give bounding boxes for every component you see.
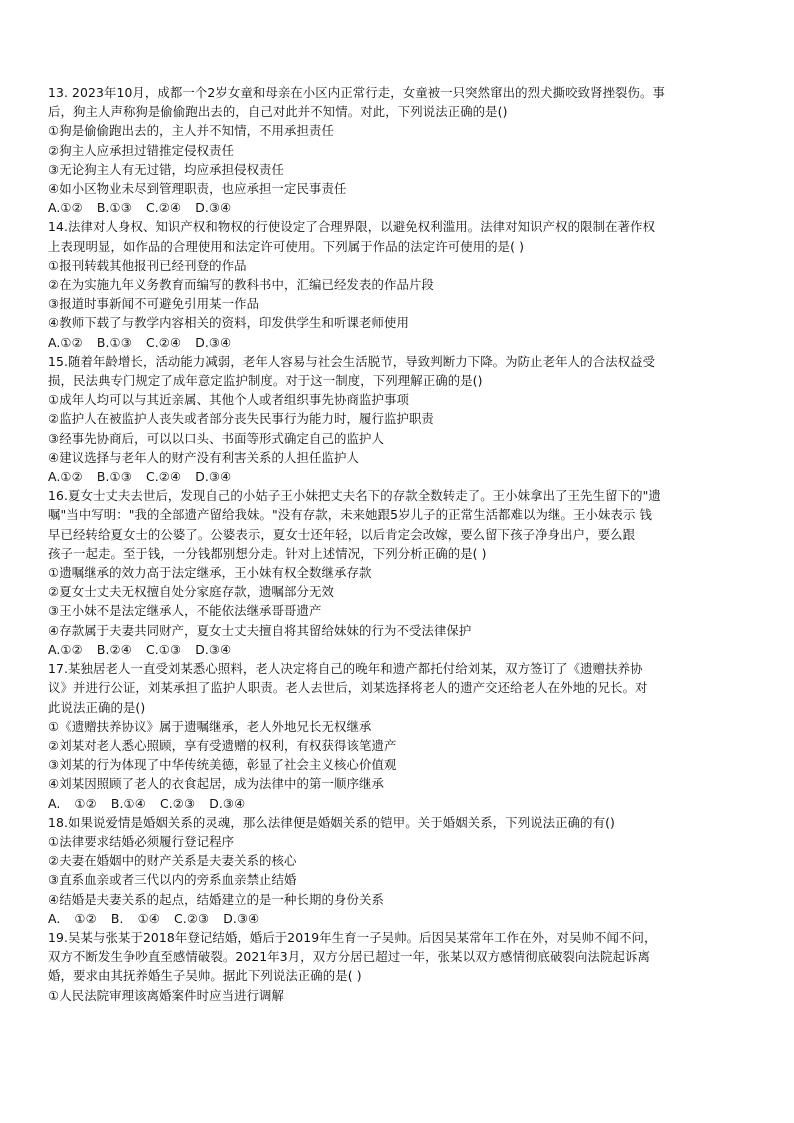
statement-option: ②夫妻在婚姻中的财产关系是夫妻关系的核心 <box>48 853 297 869</box>
question-stem-line: 上表现明显，如作品的合理使用和法定许可使用。下列属于作品的法定许可使用的是( ) <box>48 238 525 254</box>
statement-option: ④刘某因照顾了老人的衣食起居，成为法律中的第一顺序继承 <box>48 776 384 792</box>
question-stem-line: 嘱"当中写明："我的全部遗产留给我妹。"没有存款，未来她跟5岁儿子的正常生活都难以为继。王小妹表示 钱 <box>48 507 652 523</box>
statement-option: ①人民法院审理该离婚案件时应当进行调解 <box>48 987 285 1003</box>
question-stem-line: 婚，要求由其抚养婚生子吴帅。据此下列说法正确的是( ) <box>48 968 362 984</box>
question-16 <box>48 486 748 659</box>
answer-choices: A. ①② B. ①④ C.②③ D.③④ <box>48 910 260 926</box>
statement-option: ①遗嘱继承的效力高于法定继承，王小妹有权全数继承存款 <box>48 565 372 581</box>
question-stem-line: 孩子一起走。至于钱，一分钱都别想分走。针对上述情况，下列分析正确的是( ) <box>48 545 487 561</box>
question-stem-line: 此说法正确的是() <box>48 699 146 715</box>
question-stem-line: 15.随着年龄增长，活动能力减弱，老年人容易与社会生活脱节，导致判断力下降。为防止老年人的合法权益受 <box>48 353 656 369</box>
question-stem-line: 双方不断发生争吵直至感情破裂。2021年3月，双方分居已超过一年，张某以双方感情彻底破裂向法院起诉离 <box>48 949 650 965</box>
question-list <box>48 83 748 1005</box>
statement-option: ②监护人在被监护人丧失或者部分丧失民事行为能力时，履行监护职责 <box>48 411 434 427</box>
question-17 <box>48 659 748 813</box>
question-19 <box>48 928 748 1005</box>
statement-option: ④教师下载了与教学内容相关的资料，印发供学生和听课老师使用 <box>48 315 409 331</box>
answer-choices: A.①② B.②④ C.①③ D.③④ <box>48 641 232 657</box>
question-stem-line: 17.某独居老人一直受刘某悉心照料，老人决定将自己的晚年和遗产都托付给刘某，双方签订了《遗赠扶养协 <box>48 661 643 677</box>
statement-option: ②在为实施九年义务教育而编写的教科书中，汇编已经发表的作品片段 <box>48 277 434 293</box>
answer-choices: A.①② B.①③ C.②④ D.③④ <box>48 469 232 485</box>
statement-option: ③刘某的行为体现了中华传统美德，彰显了社会主义核心价值观 <box>48 757 397 773</box>
answer-choices: A.①② B.①③ C.②④ D.③④ <box>48 334 232 350</box>
statement-option: ①法律要求结婚必须履行登记程序 <box>48 833 235 849</box>
statement-option: ③直系血亲或者三代以内的旁系血亲禁止结婚 <box>48 872 297 888</box>
question-stem-line: 18.如果说爱情是婚姻关系的灵魂，那么法律便是婚姻关系的铠甲。关于婚姻关系，下列说法正确的有() <box>48 814 615 830</box>
statement-option: ①报刊转载其他报刊已经刊登的作品 <box>48 257 247 273</box>
statement-option: ③经事先协商后，可以以口头、书面等形式确定自己的监护人 <box>48 430 384 446</box>
statement-option: ④存款属于夫妻共同财产，夏女士丈夫擅自将其留给妹妹的行为不受法律保护 <box>48 622 472 638</box>
statement-option: ③无论狗主人有无过错，均应承担侵权责任 <box>48 161 285 177</box>
statement-option: ②狗主人应承担过错推定侵权责任 <box>48 142 235 158</box>
statement-option: ②刘某对老人悉心照顾，享有受遗赠的权利，有权获得该笔遗产 <box>48 737 397 753</box>
question-stem-line: 损，民法典专门规定了成年意定监护制度。对于这一制度，下列理解正确的是() <box>48 373 483 389</box>
question-stem-line: 后，狗主人声称狗是偷偷跑出去的，自己对此并不知情。对此，下列说法正确的是() <box>48 104 508 120</box>
question-13 <box>48 83 748 217</box>
answer-choices: A. ①② B.①④ C.②③ D.③④ <box>48 795 246 811</box>
statement-option: ①《遗赠扶养协议》属于遗嘱继承，老人外地兄长无权继承 <box>48 718 372 734</box>
question-stem-line: 13. 2023年10月，成都一个2岁女童和母亲在小区内正常行走，女童被一只突然窜出的烈犬撕咬致肾挫裂伤。事 <box>48 85 666 100</box>
question-stem-line: 19.吴某与张某于2018年登记结婚，婚后于2019年生育一子吴帅。后因吴某常年工作在外，对吴帅不闻不问， <box>48 929 657 945</box>
statement-option: ④建议选择与老年人的财产没有利害关系的人担任监护人 <box>48 449 359 465</box>
question-18 <box>48 813 748 928</box>
question-stem-line: 议》并进行公证，刘某承担了监护人职责。老人去世后，刘某选择将老人的遗产交还给老人在外地的兄长。对 <box>48 680 648 696</box>
question-stem-line: 早已经转给夏女士的公婆了。公婆表示，夏女士还年轻，以后肯定会改嫁，要么留下孩子净身出户，要么跟 <box>48 526 636 542</box>
statement-option: ③报道时事新闻不可避免引用某一作品 <box>48 296 260 312</box>
statement-option: ③王小妹不是法定继承人，不能依法继承哥哥遗产 <box>48 603 322 619</box>
statement-option: ①狗是偷偷跑出去的，主人并不知情，不用承担责任 <box>48 123 335 139</box>
question-14 <box>48 217 748 351</box>
question-stem-line: 16.夏女士丈夫去世后，发现自己的小姑子王小妹把丈夫名下的存款全数转走了。王小妹拿出了王先生留下的"遗 <box>48 488 661 504</box>
answer-choices: A.①② B.①③ C.②④ D.③④ <box>48 200 232 216</box>
statement-option: ①成年人均可以与其近亲属、其他个人或者组织事先协商监护事项 <box>48 392 409 408</box>
statement-option: ②夏女士丈夫无权擅自处分家庭存款，遗嘱部分无效 <box>48 584 335 600</box>
question-stem-line: 14.法律对人身权、知识产权和物权的行使设定了合理界限，以避免权利滥用。法律对知识产权的限制在著作权 <box>48 219 656 235</box>
question-15 <box>48 352 748 486</box>
statement-option: ④结婚是夫妻关系的起点，结婚建立的是一种长期的身份关系 <box>48 891 384 907</box>
statement-option: ④如小区物业未尽到管理职责，也应承担一定民事责任 <box>48 181 347 197</box>
